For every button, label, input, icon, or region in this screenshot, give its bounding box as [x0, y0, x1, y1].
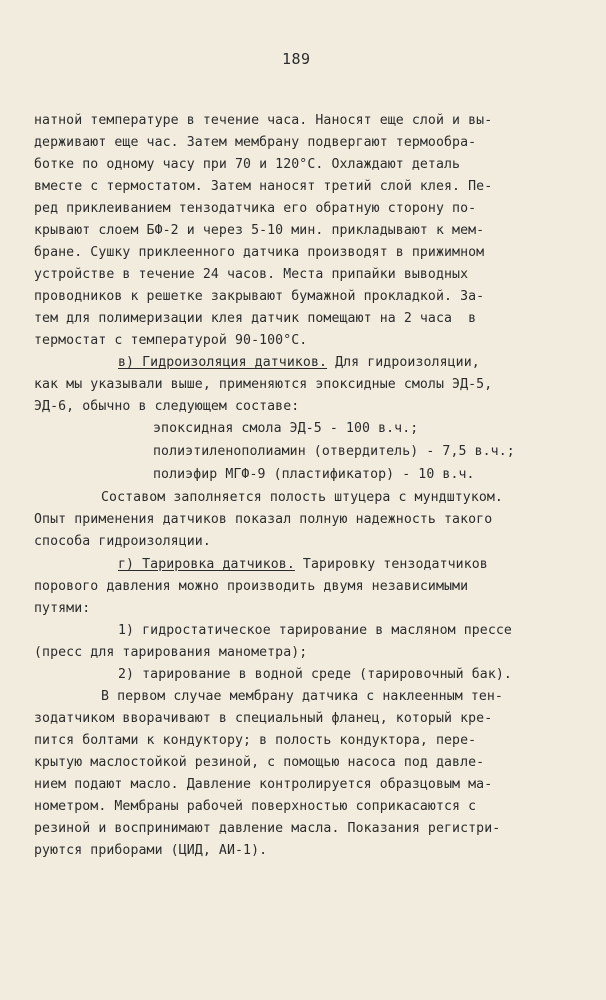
section-heading: в) Гидроизоляция датчиков.: [118, 355, 328, 370]
text-line: руются приборами (ЦИД, АИ-1).: [34, 843, 268, 858]
text-line: (пресс для тарирования манометра);: [34, 645, 308, 660]
text-line: зодатчиком вворачивают в специальный фланец, который кре-: [34, 711, 493, 726]
text-line: пится болтами к кондуктору; в полость кондуктора, пере-: [34, 733, 477, 748]
text-line: натной температуре в течение часа. Наносят еще слой и вы-: [34, 113, 493, 128]
text-line: бране. Сушку приклеенного датчика производят в прижимном: [34, 245, 485, 260]
text-line: термостат с температурой 90-100°С.: [34, 333, 308, 348]
text-line: держивают еще час. Затем мембрану подвергают термообра-: [34, 135, 477, 150]
text-line: 2) тарирование в водной среде (тарировочный бак).: [118, 667, 512, 682]
text-line: путями:: [34, 601, 91, 616]
text-line: ЭД-6, обычно в следующем составе:: [34, 399, 300, 414]
text-line: порового давления можно производить двумя независимыми: [34, 579, 469, 594]
text-line: Составом заполняется полость штуцера с мундштуком.: [101, 490, 503, 505]
text-line: нием подают масло. Давление контролируется образцовым ма-: [34, 777, 493, 792]
text-line: [118, 556, 488, 573]
text-line: нометром. Мембраны рабочей поверхностью соприкасаются с: [34, 799, 477, 814]
text-line: способа гидроизоляции.: [34, 534, 211, 549]
text-line: проводников к решетке закрывают бумажной прокладкой. За-: [34, 289, 485, 304]
text-line: устройстве в течение 24 часов. Места припайки выводных: [34, 267, 469, 282]
text-line: полиэтиленополиамин (отвердитель) - 7,5 в.ч.;: [153, 444, 515, 459]
text-line: [118, 354, 480, 371]
text-line: 1) гидростатическое тарирование в масляном прессе: [118, 623, 512, 638]
text-line: крывают слоем БФ-2 и через 5-10 мин. прикладывают к мем-: [34, 223, 485, 238]
text-line: эпоксидная смола ЭД-5 - 100 в.ч.;: [153, 421, 419, 436]
text-line: полиэфир МГФ-9 (пластификатор) - 10 в.ч.: [153, 467, 475, 482]
section-heading: г) Тарировка датчиков.: [118, 557, 295, 572]
text-line: резиной и воспринимают давление масла. Показания регистри-: [34, 821, 501, 836]
text-fragment: Для гидроизоляции,: [327, 355, 480, 370]
text-line: вместе с термостатом. Затем наносят третий слой клея. Пе-: [34, 179, 493, 194]
text-line: Опыт применения датчиков показал полную надежность такого: [34, 512, 493, 527]
page-number: 189: [282, 50, 311, 68]
text-line: как мы указывали выше, применяются эпоксидные смолы ЭД-5,: [34, 377, 493, 392]
text-line: тем для полимеризации клея датчик помещают на 2 часа в: [34, 311, 477, 326]
text-fragment: Тарировку тензодатчиков: [294, 557, 488, 572]
text-line: В первом случае мембрану датчика с наклеенным тен-: [101, 689, 503, 704]
text-line: ботке по одному часу при 70 и 120°С. Охлаждают деталь: [34, 157, 461, 172]
text-line: крытую маслостойкой резиной, с помощью насоса под давле-: [34, 755, 485, 770]
text-line: ред приклеиванием тензодатчика его обратную сторону по-: [34, 201, 477, 216]
